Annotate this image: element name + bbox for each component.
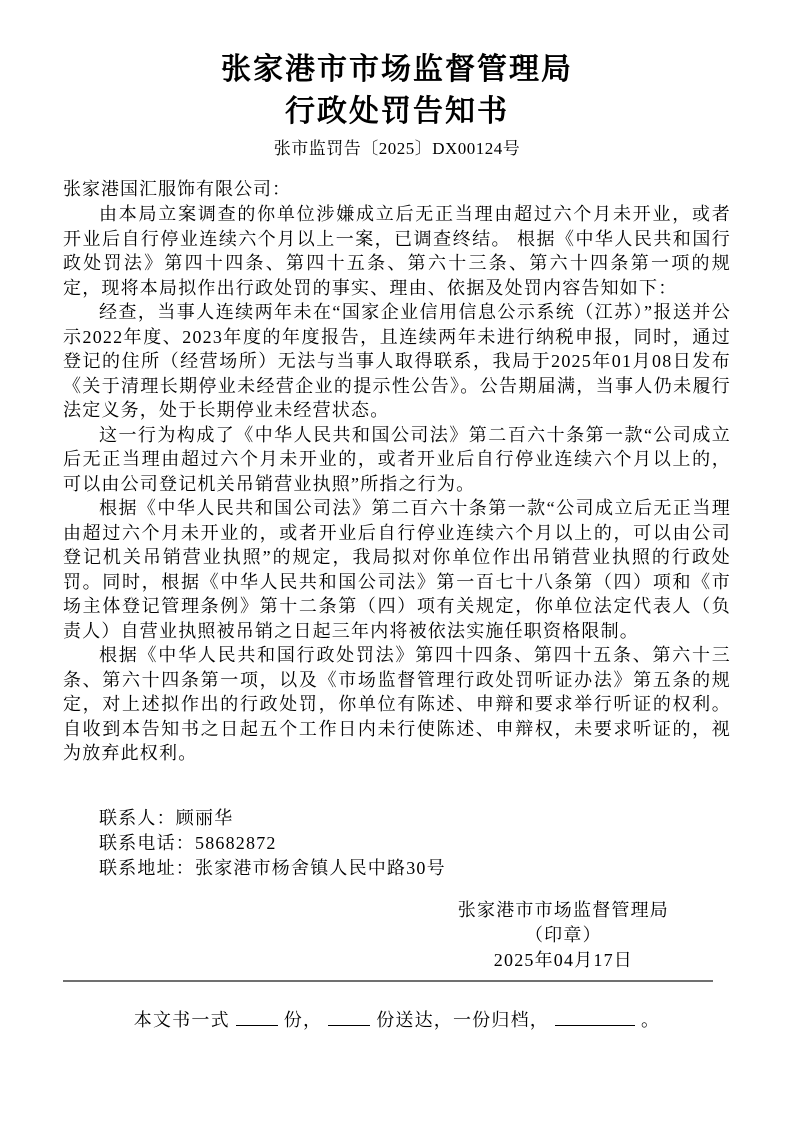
footer-segment-delivery: 份送达，一份归档， bbox=[376, 1009, 549, 1030]
seal-placeholder: （印章） bbox=[524, 924, 602, 945]
contact-block bbox=[63, 806, 731, 881]
contact-address-line: 联系地址：张家港市杨舍镇人民中路30号 bbox=[99, 857, 446, 878]
footer-note bbox=[63, 1007, 731, 1033]
body-paragraph-penalty-basis: 根据《中华人民共和国公司法》第二百六十条第一款“公司成立后无正当理由超过六个月未开业的，或者开业后自行停业连续六个月以上的，可以由公司登记机关吊销营业执照”的规定，我局拟对你单位作出吊销营业执照的行政处罚。同时，根据《中华人民共和国公司法》第一百七十八条第（四）项和《市场主体登记管理条例》第十二条第（四）项有关规定，你单位法定代表人（负责人）自营业执照被吊销之日起三年内将被依法实施任职资格限制。 bbox=[63, 498, 731, 641]
footer-separator-line bbox=[63, 980, 713, 982]
signature-block bbox=[458, 898, 669, 973]
blank-line bbox=[328, 1007, 370, 1026]
document-type-title: 行政处罚告知书 bbox=[285, 95, 509, 128]
contact-person-line: 联系人：顾丽华 bbox=[99, 807, 234, 828]
body-paragraph-violation: 这一行为构成了《中华人民共和国公司法》第二百六十条第一款“公司成立后无正当理由超过六个月未开业的，或者开业后自行停业连续六个月以上的，可以由公司登记机关吊销营业执照”所指之行为。 bbox=[63, 424, 731, 494]
blank-line bbox=[555, 1007, 635, 1026]
contact-phone-line: 联系电话：58682872 bbox=[99, 832, 277, 853]
signature-authority: 张家港市市场监督管理局 bbox=[457, 899, 669, 920]
blank-line bbox=[236, 1007, 278, 1026]
footer-segment-copies: 本文书一式 bbox=[133, 1009, 230, 1030]
document-authority-title: 张家港市市场监督管理局 bbox=[221, 53, 573, 86]
body-paragraph-rights-notice: 根据《中华人民共和国行政处罚法》第四十四条、第四十五条、第六十三条、第六十四条第一项，以及《市场监督管理行政处罚听证办法》第五条的规定，对上述拟作出的行政处罚，你单位有陈述、申辩和要求举行听证的权利。自收到本告知书之日起五个工作日内未行使陈述、申辩权，未要求听证的，视为放弃此权利。 bbox=[63, 645, 731, 763]
footer-segment-fen: 份， bbox=[283, 1009, 323, 1030]
document-number: 张市监罚告〔2025〕DX00124号 bbox=[273, 139, 521, 158]
document-body bbox=[63, 202, 731, 766]
body-paragraph-findings: 经查，当事人连续两年未在“国家企业信用信息公示系统（江苏）”报送并公示2022年度、2023年度的年度报告，且连续两年未进行纳税申报，同时，通过登记的住所（经营场所）无法与当事人取得联系，我局于2025年01月08日发布《关于清理长期停业未经营企业的提示性公告》。公告期届满，当事人仍未履行法定义务，处于长期停业未经营状态。 bbox=[63, 302, 731, 420]
footer-segment-period: 。 bbox=[641, 1009, 661, 1030]
body-paragraph-case-summary: 由本局立案调查的你单位涉嫌成立后无正当理由超过六个月未开业，或者开业后自行停业连续六个月以上一案，已调查终结。 根据《中华人民共和国行政处罚法》第四十四条、第四十五条、第六十三条、第六十四条第一项的规定，现将本局拟作出行政处罚的事实、理由、依据及处罚内容告知如下： bbox=[63, 204, 731, 298]
addressee: 张家港国汇服饰有限公司： bbox=[63, 179, 291, 199]
signature-date: 2025年04月17日 bbox=[493, 949, 633, 970]
